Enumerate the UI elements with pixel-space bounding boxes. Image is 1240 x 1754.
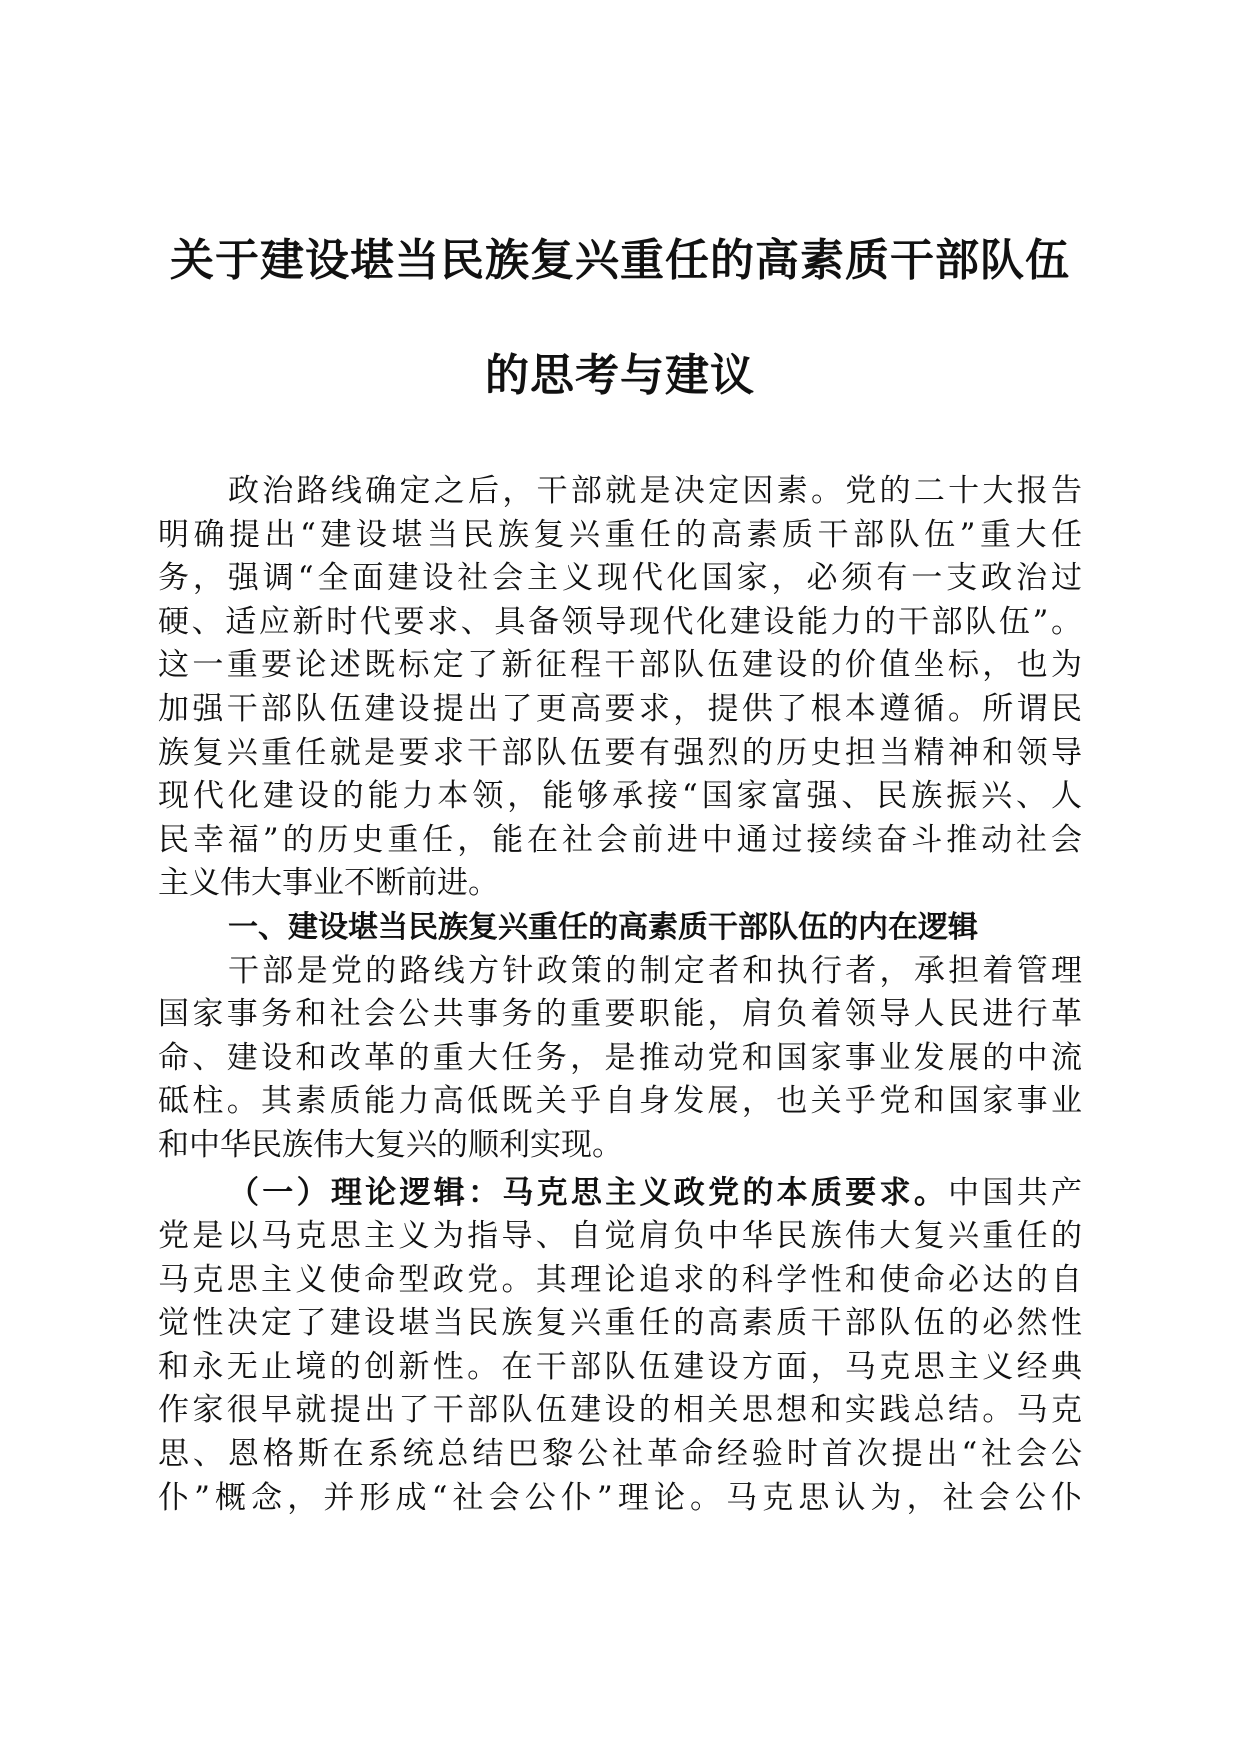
intro-line: 明确提出“建设堪当民族复兴重任的高素质干部队伍”重大任 <box>158 516 1082 553</box>
document-body <box>158 470 1082 1520</box>
subsection-1-first-line <box>158 1172 1082 1216</box>
document-title-line-2: 的思考与建议 <box>485 350 755 401</box>
subsection-1-line: 马克思主义使命型政党。其理论追求的科学性和使命必达的自 <box>158 1261 1082 1298</box>
intro-line: 现代化建设的能力本领，能够承接“国家富强、民族振兴、人 <box>158 778 1082 815</box>
intro-line: 务，强调“全面建设社会主义现代化国家，必须有一支政治过 <box>158 560 1082 597</box>
section-1-line: 命、建设和改革的重大任务，是推动党和国家事业发展的中流 <box>158 1039 1082 1076</box>
intro-line: 民幸福”的历史重任，能在社会前进中通过接续奋斗推动社会 <box>158 821 1082 858</box>
document-title-line-1: 关于建设堪当民族复兴重任的高素质干部队伍 <box>170 235 1070 286</box>
section-1-paragraph <box>158 950 1082 1168</box>
section-1-line: 砥柱。其素质能力高低既关乎自身发展，也关乎党和国家事业 <box>158 1083 1082 1120</box>
intro-line: 这一重要论述既标定了新征程干部队伍建设的价值坐标，也为 <box>158 647 1082 684</box>
subsection-1-line: 和永无止境的创新性。在干部队伍建设方面，马克思主义经典 <box>158 1348 1082 1385</box>
subsection-1-paragraph <box>158 1172 1082 1521</box>
section-1-line: 国家事务和社会公共事务的重要职能，肩负着领导人民进行革 <box>158 996 1082 1033</box>
subsection-1-line: 党是以马克思主义为指导、自觉肩负中华民族伟大复兴重任的 <box>158 1218 1082 1255</box>
intro-line: 主义伟大事业不断前进。 <box>158 865 499 902</box>
intro-line: 政治路线确定之后，干部就是决定因素。党的二十大报告 <box>228 473 1082 509</box>
intro-line: 族复兴重任就是要求干部队伍要有强烈的历史担当精神和领导 <box>158 734 1082 771</box>
subsection-1-first-line-tail: 中国共产 <box>948 1174 1082 1211</box>
subsection-1-line: 思、恩格斯在系统总结巴黎公社革命经验时首次提出“社会公 <box>158 1436 1082 1473</box>
intro-line: 硬、适应新时代要求、具备领导现代化建设能力的干部队伍”。 <box>158 603 1082 640</box>
intro-paragraph <box>158 470 1082 906</box>
subsection-1-line: 作家很早就提出了干部队伍建设的相关思想和实践总结。马克 <box>158 1392 1082 1429</box>
subsection-1-line: 觉性决定了建设堪当民族复兴重任的高素质干部队伍的必然性 <box>158 1305 1082 1342</box>
subsection-1-heading: （一）理论逻辑：马克思主义政党的本质要求。 <box>228 1174 949 1211</box>
subsection-1-line: 仆”概念，并形成“社会公仆”理论。马克思认为，社会公仆 <box>158 1479 1082 1516</box>
section-1-line: 干部是党的路线方针政策的制定者和执行者，承担着管理 <box>228 952 1082 989</box>
section-1-line: 和中华民族伟大复兴的顺利实现。 <box>158 1126 623 1163</box>
section-1-heading: 一、建设堪当民族复兴重任的高素质干部队伍的内在逻辑 <box>228 909 978 945</box>
intro-line: 加强干部队伍建设提出了更高要求，提供了根本遵循。所谓民 <box>158 690 1082 727</box>
